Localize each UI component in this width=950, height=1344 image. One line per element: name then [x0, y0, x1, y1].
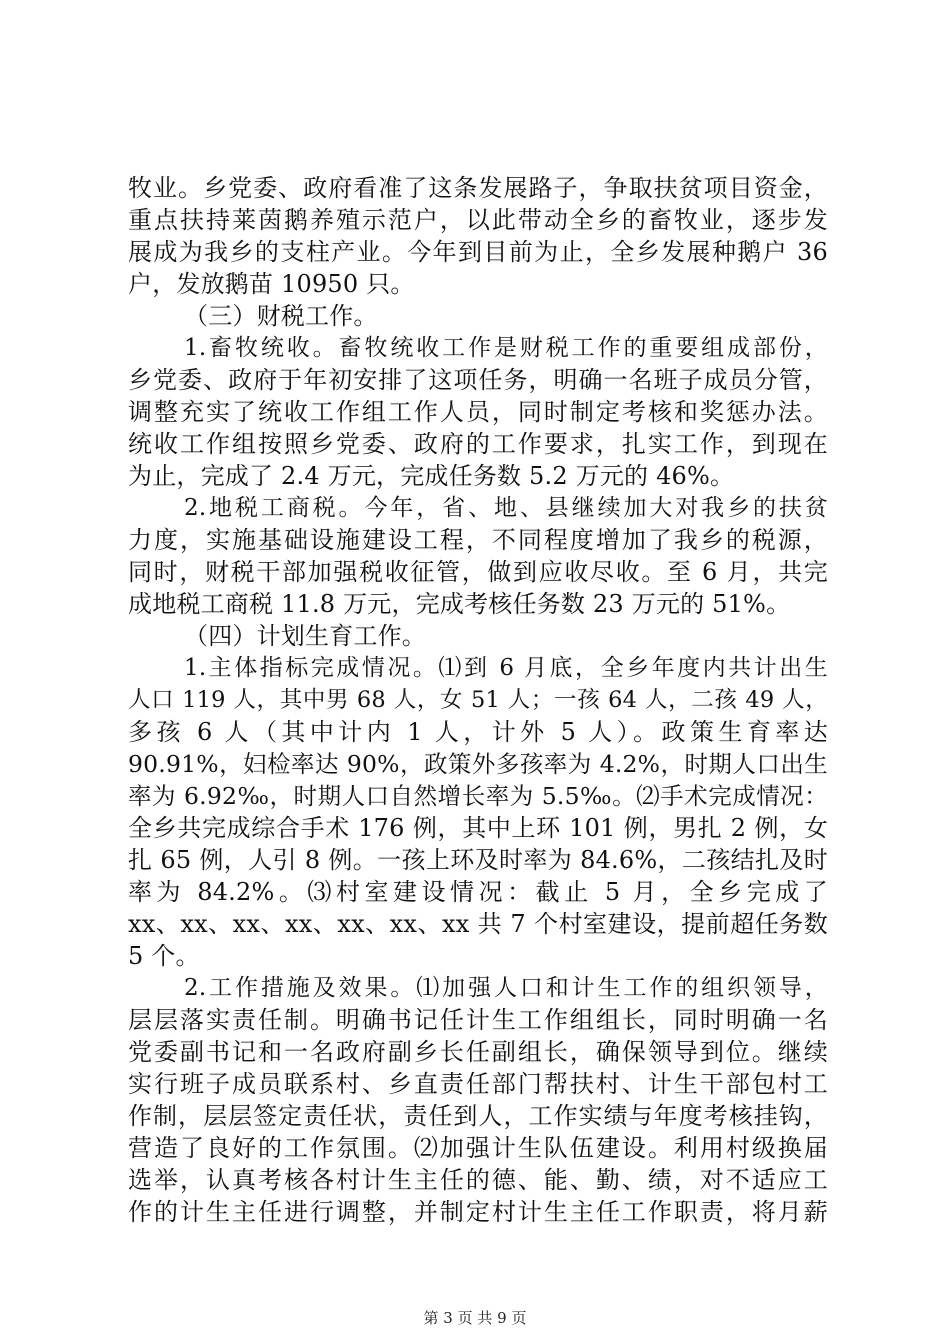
text-line: 90.91%，妇检率达 90%，政策外多孩率为 4.2%，时期人口出生	[128, 750, 828, 778]
text-line: xx、xx、xx、xx、xx、xx、xx 共 7 个村室建设，提前超任务数	[128, 910, 828, 938]
text-line: 户，发放鹅苗 10950 只。	[128, 270, 415, 298]
text-line: 多孩 6 人（其中计内 1 人，计外 5 人）。政策生育率达	[128, 718, 828, 746]
text-line: （四）计划生育工作。	[184, 622, 426, 650]
text-line: 营造了良好的工作氛围。⑵加强计生队伍建设。利用村级换届	[128, 1134, 828, 1162]
text-line: 率为 84.2%。⑶村室建设情况：截止 5 月，全乡完成了	[128, 878, 828, 906]
text-line: （三）财税工作。	[184, 302, 378, 330]
text-line: 调整充实了统收工作组工作人员，同时制定考核和奖惩办法。	[128, 398, 828, 426]
text-line: 作制，层层签定责任状，责任到人，工作实绩与年度考核挂钩，	[128, 1102, 828, 1130]
text-line: 同时，财税干部加强税收征管，做到应收尽收。至 6 月，共完	[128, 558, 828, 586]
text-line: 力度，实施基础设施建设工程，不同程度增加了我乡的税源，	[128, 526, 828, 554]
text-line: 作的计生主任进行调整，并制定村计生主任工作职责，将月薪	[128, 1198, 828, 1226]
text-line: 1.畜牧统收。畜牧统收工作是财税工作的重要组成部份，	[184, 335, 828, 361]
document-body	[128, 172, 828, 1228]
text-line: 实行班子成员联系村、乡直责任部门帮扶村、计生干部包村工	[128, 1070, 828, 1098]
text-line: 1.主体指标完成情况。⑴到 6 月底，全乡年度内共计出生	[184, 655, 828, 681]
text-line: 乡党委、政府于年初安排了这项任务，明确一名班子成员分管，	[128, 366, 828, 394]
page-footer: 第 3 页 共 9 页	[423, 1309, 527, 1327]
text-line: 人口 119 人，其中男 68 人，女 51 人；一孩 64 人，二孩 49 人，	[128, 687, 828, 713]
text-line: 成地税工商税 11.8 万元，完成考核任务数 23 万元的 51%。	[128, 590, 791, 618]
text-line: 统收工作组按照乡党委、政府的工作要求，扎实工作，到现在	[128, 430, 828, 458]
text-line: 为止，完成了 2.4 万元，完成任务数 5.2 万元的 46%。	[128, 462, 735, 490]
text-line: 2.工作措施及效果。⑴加强人口和计生工作的组织领导，	[184, 975, 828, 1001]
text-line: 重点扶持莱茵鹅养殖示范户，以此带动全乡的畜牧业，逐步发	[128, 206, 828, 234]
text-line: 率为 6.92‰，时期人口自然增长率为 5.5‰。⑵手术完成情况：	[128, 782, 828, 810]
text-line: 展成为我乡的支柱产业。今年到目前为止，全乡发展种鹅户 36	[128, 238, 828, 266]
text-line: 扎 65 例，人引 8 例。一孩上环及时率为 84.6%，二孩结扎及时	[128, 846, 828, 874]
text-line: 选举，认真考核各村计生主任的德、能、勤、绩，对不适应工	[128, 1166, 828, 1194]
text-line: 2.地税工商税。今年，省、地、县继续加大对我乡的扶贫	[184, 495, 828, 521]
text-line: 5 个。	[128, 942, 200, 970]
text-line: 党委副书记和一名政府副乡长任副组长，确保领导到位。继续	[128, 1038, 828, 1066]
text-line: 层层落实责任制。明确书记任计生工作组组长，同时明确一名	[128, 1006, 828, 1034]
text-line: 全乡共完成综合手术 176 例，其中上环 101 例，男扎 2 例，女	[128, 814, 828, 842]
text-line: 牧业。乡党委、政府看准了这条发展路子，争取扶贫项目资金，	[128, 174, 828, 202]
